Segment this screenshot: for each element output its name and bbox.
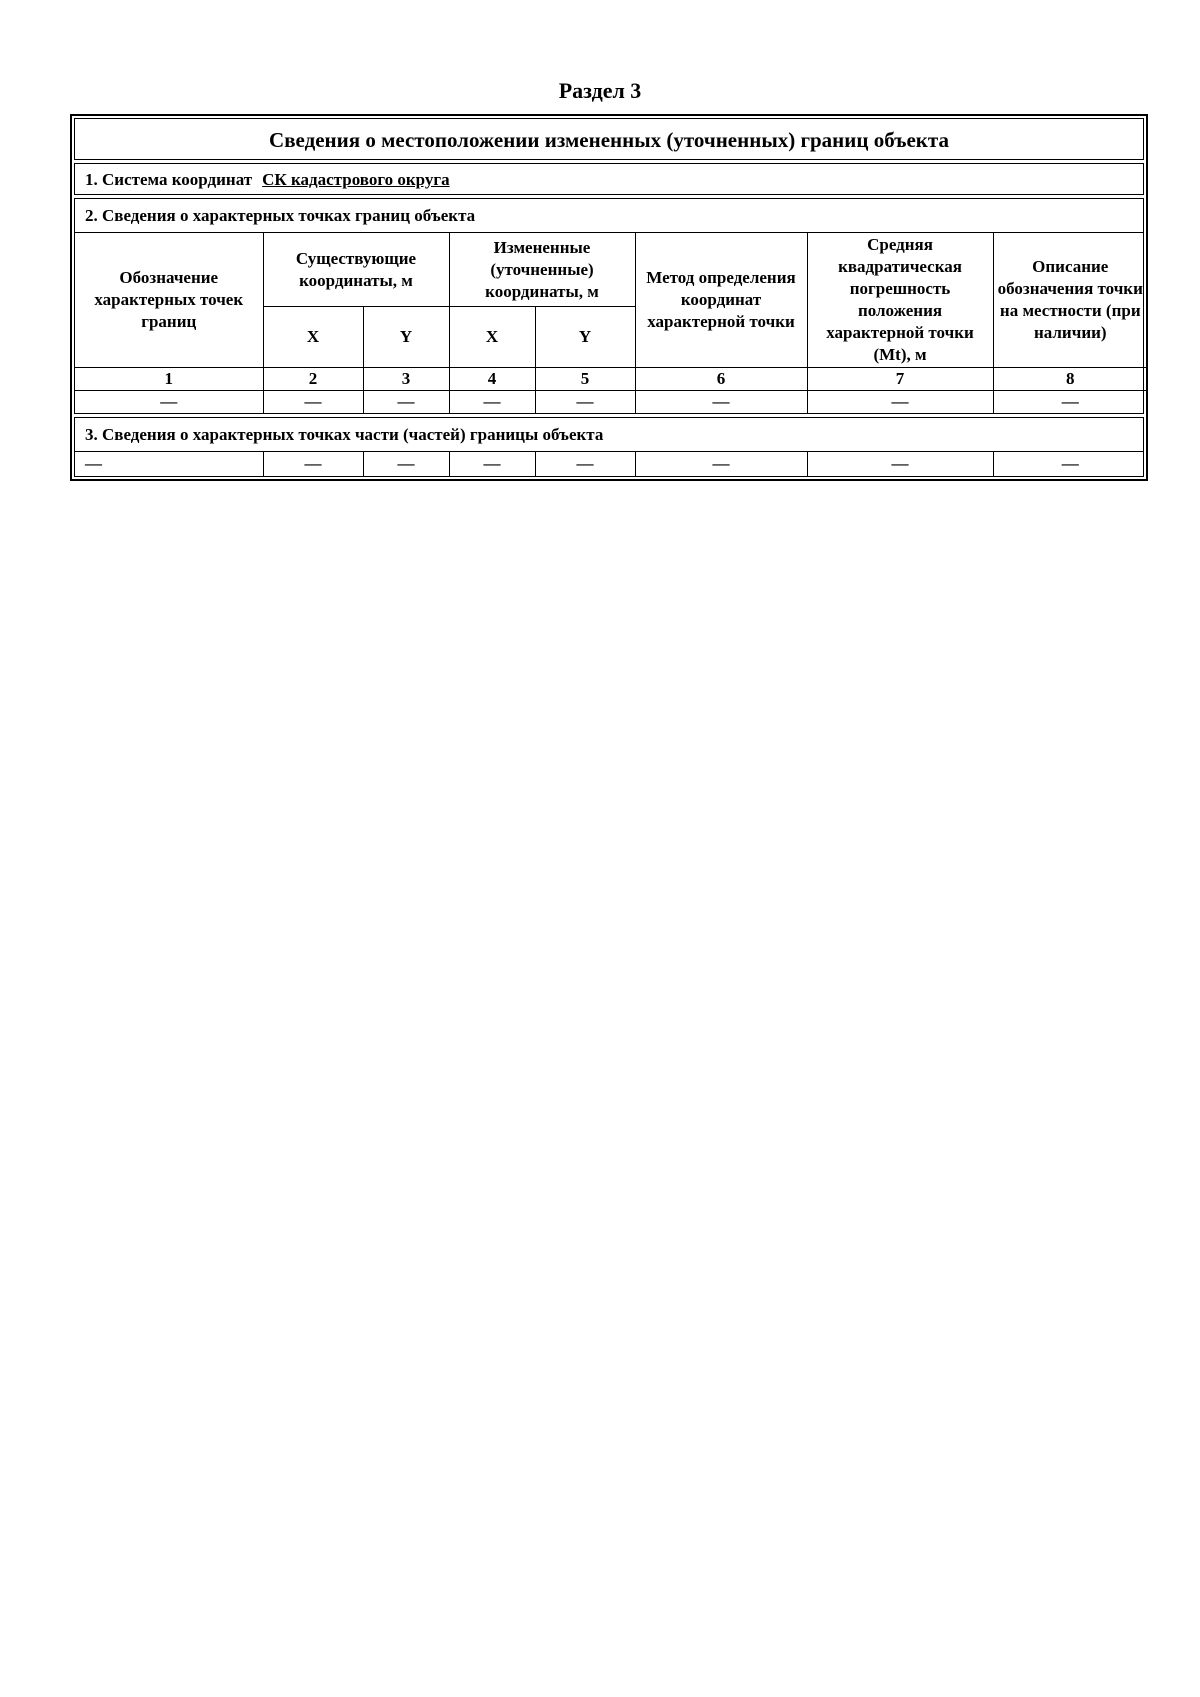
table-cell: — (635, 391, 807, 414)
column-number: 8 (993, 368, 1147, 391)
col-existing-coords-header: Существующие координаты, м (263, 233, 449, 307)
column-number: 1 (75, 368, 263, 391)
boundary-parts-header: 3. Сведения о характерных точках части (частей) границы объекта (75, 418, 1143, 452)
table-cell: — (363, 452, 449, 476)
table-cell: — (535, 452, 635, 476)
col-description-header: Описание обозначения точки на местности (при наличии) (993, 233, 1147, 368)
boundary-parts-block (74, 417, 1144, 477)
table-cell: — (263, 391, 363, 414)
characteristic-points-block (74, 198, 1144, 414)
boundary-info-frame (70, 114, 1148, 481)
coordinate-system-value: СК кадастрового округа (262, 170, 450, 189)
table-cell: — (363, 391, 449, 414)
table-cell: — (75, 391, 263, 414)
col-changed-x-header: X (449, 307, 535, 368)
col-changed-coords-header: Измененные (уточненные) координаты, м (449, 233, 635, 307)
col-designation-header: Обозначение характерных точек границ (75, 233, 263, 368)
coordinate-system-label: 1. Система координат (85, 170, 253, 189)
table-cell: — (993, 391, 1147, 414)
column-number: 2 (263, 368, 363, 391)
boundary-parts-table (75, 452, 1147, 476)
col-existing-x-header: X (263, 307, 363, 368)
table-cell: — (75, 452, 263, 476)
column-number: 3 (363, 368, 449, 391)
table-cell: — (535, 391, 635, 414)
table-cell: — (807, 452, 993, 476)
column-number: 5 (535, 368, 635, 391)
characteristic-points-header: 2. Сведения о характерных точках границ объекта (75, 199, 1143, 233)
column-number: 7 (807, 368, 993, 391)
characteristic-points-table (75, 233, 1147, 413)
column-number: 4 (449, 368, 535, 391)
table-cell: — (449, 452, 535, 476)
col-changed-y-header: Y (535, 307, 635, 368)
col-method-header: Метод определения координат характерной точки (635, 233, 807, 368)
column-header-row (75, 233, 1147, 307)
table-row (75, 391, 1147, 414)
table-cell: — (993, 452, 1147, 476)
table-cell: — (263, 452, 363, 476)
column-number: 6 (635, 368, 807, 391)
section-heading: Раздел 3 (558, 78, 642, 103)
table-cell: — (635, 452, 807, 476)
table-cell: — (449, 391, 535, 414)
col-accuracy-header: Средняя квадратическая погрешность положения характерной точки (Mt), м (807, 233, 993, 368)
main-title: Сведения о местоположении измененных (уточненных) границ объекта (74, 118, 1144, 160)
table-row (75, 452, 1147, 476)
column-number-row (75, 368, 1147, 391)
col-existing-y-header: Y (363, 307, 449, 368)
coordinate-system-row (74, 163, 1144, 195)
table-cell: — (807, 391, 993, 414)
